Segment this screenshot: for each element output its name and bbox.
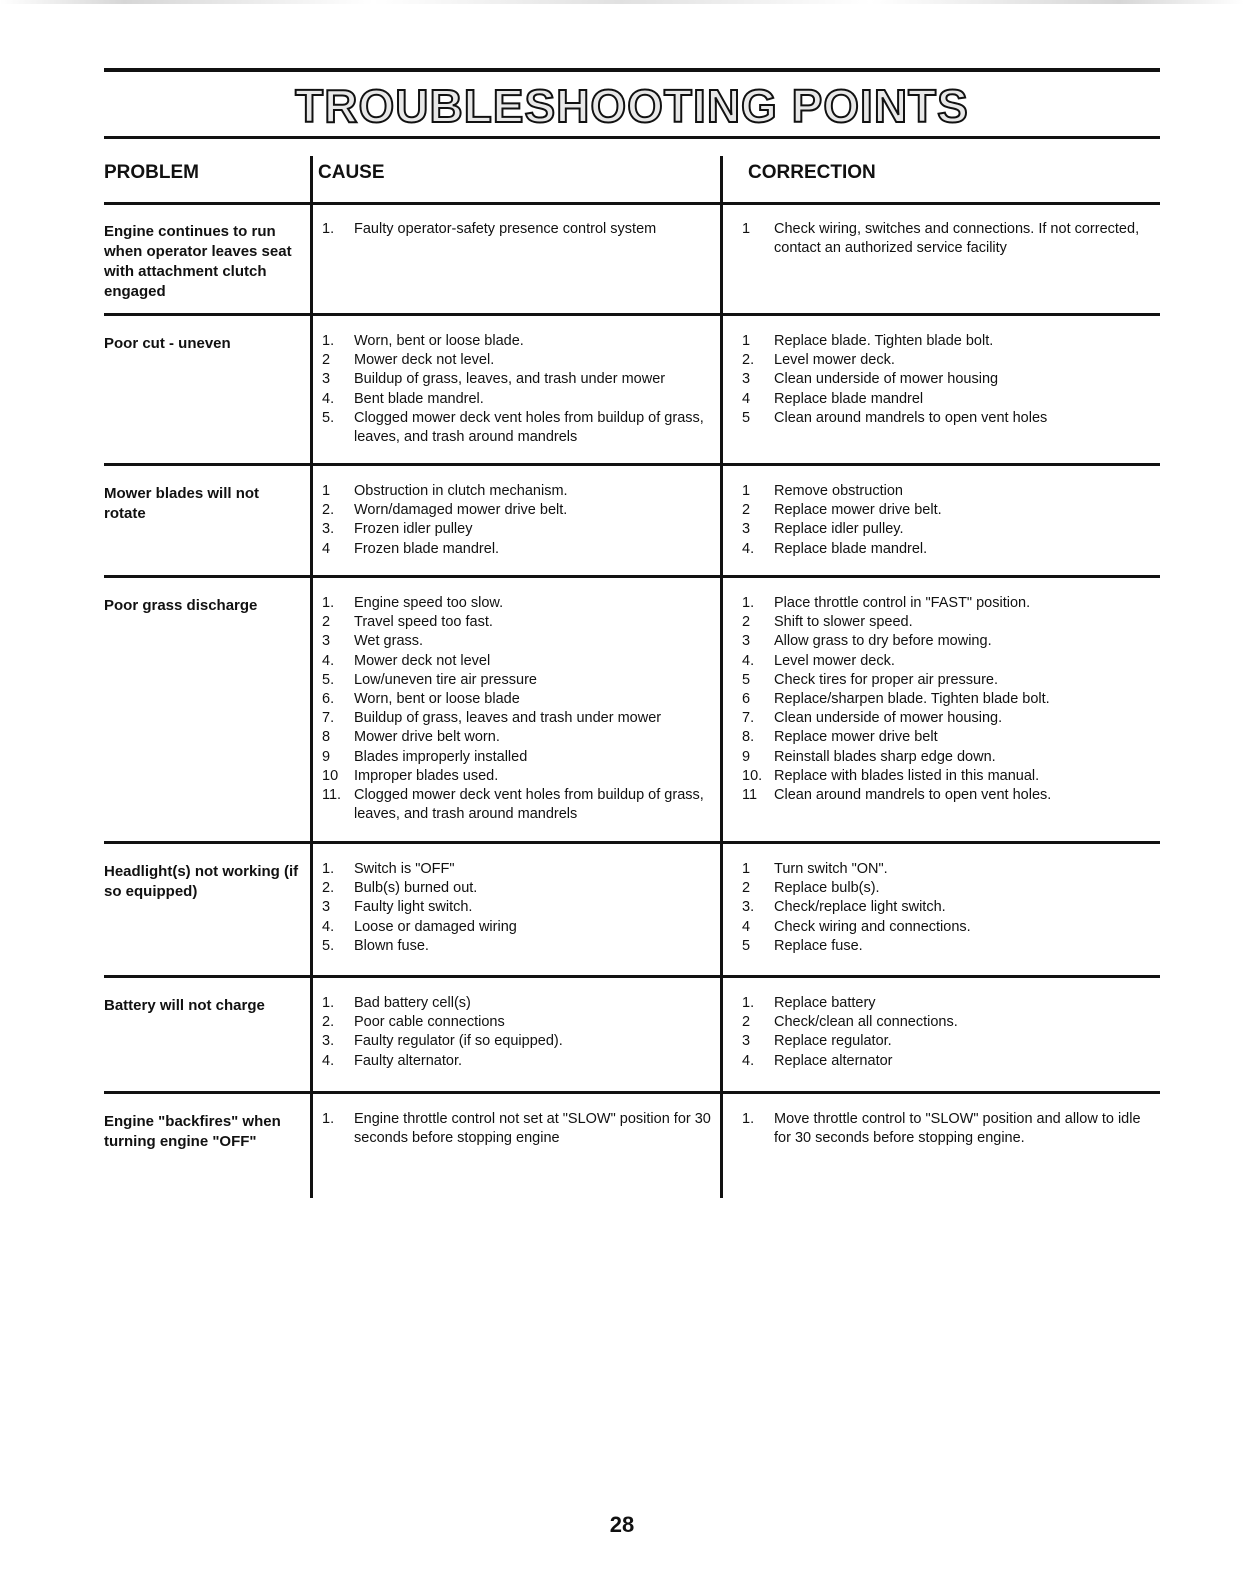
correction-list [742, 594, 1152, 805]
column-divider [720, 578, 723, 844]
item-text: Replace mower drive belt [774, 729, 938, 746]
list-item [742, 1013, 1152, 1032]
correction-list [742, 1110, 1152, 1148]
item-number: 2. [322, 502, 335, 519]
item-number: 1. [742, 1111, 755, 1127]
list-item [322, 370, 712, 389]
item-text: Engine speed too slow. [354, 595, 504, 611]
cause-list [322, 860, 712, 956]
item-number: 10 [322, 767, 339, 784]
item-number: 4. [322, 390, 335, 407]
item-number: 8 [322, 729, 331, 746]
list-item [742, 709, 1152, 728]
column-divider [720, 316, 723, 466]
column-divider [310, 578, 313, 844]
correction-list [742, 220, 1152, 258]
item-number: 2. [322, 880, 335, 897]
item-text: Bent blade mandrel. [354, 390, 484, 407]
list-item [742, 594, 1152, 613]
item-text: Replace mower drive belt. [774, 502, 942, 519]
item-number: 3 [742, 1033, 751, 1050]
item-text: Replace bulb(s). [774, 880, 880, 897]
item-text: Reinstall blades sharp edge down. [774, 748, 996, 765]
list-item [322, 351, 712, 370]
list-item [742, 220, 1152, 258]
item-text: Low/uneven tire air pressure [354, 671, 537, 688]
list-item [742, 671, 1152, 690]
item-number: 2 [322, 614, 331, 631]
item-number: 4 [742, 390, 751, 407]
header-cause: CAUSE [318, 162, 385, 183]
item-number: 3. [322, 521, 335, 538]
item-text: Buildup of grass, leaves, and trash under mower [354, 371, 666, 388]
item-number: 1. [322, 595, 335, 611]
item-text: Blown fuse. [354, 937, 429, 954]
item-number: 4. [742, 540, 755, 557]
list-item [742, 728, 1152, 747]
list-item [742, 390, 1152, 409]
correction-list [742, 994, 1152, 1071]
column-divider [720, 204, 723, 316]
column-divider [310, 316, 313, 466]
list-item [322, 671, 712, 690]
item-text: Shift to slower speed. [774, 614, 913, 631]
item-text: Replace battery [774, 995, 876, 1011]
list-item [322, 409, 712, 447]
list-item [322, 1110, 712, 1148]
table-row [104, 1094, 1160, 1198]
item-text: Poor cable connections [354, 1014, 505, 1031]
list-item [742, 937, 1152, 956]
table-row [104, 844, 1160, 978]
item-number: 3 [322, 371, 331, 388]
list-item [742, 520, 1152, 539]
item-number: 7. [322, 710, 335, 727]
list-item [742, 767, 1152, 786]
item-number: 5. [322, 937, 335, 954]
header-problem: PROBLEM [104, 162, 199, 183]
header-divider-left [310, 156, 313, 204]
item-text: Wet grass. [354, 633, 424, 650]
item-text: Replace blade mandrel [774, 390, 924, 407]
item-number: 3. [742, 899, 755, 916]
item-text: Frozen idler pulley [354, 521, 473, 538]
item-text: Switch is "OFF" [354, 861, 455, 877]
list-item [742, 690, 1152, 709]
item-text: Replace blade. Tighten blade bolt. [774, 333, 994, 349]
item-text: Mower deck not level. [354, 352, 495, 369]
item-text: Engine throttle control not set at "SLOW" position for 30 seconds before stopping engine [354, 1111, 711, 1147]
item-text: Mower deck not level [354, 652, 491, 669]
list-item [322, 898, 712, 917]
item-text: Replace fuse. [774, 937, 863, 954]
item-text: Replace with blades listed in this manual. [774, 767, 1040, 784]
item-number: 3 [322, 633, 331, 650]
item-text: Clogged mower deck vent holes from buildup of grass, leaves, and trash around mandrels [354, 787, 704, 823]
item-number: 6 [742, 691, 751, 708]
list-item [742, 994, 1152, 1013]
list-item [322, 918, 712, 937]
cause-list [322, 994, 712, 1071]
list-item [742, 332, 1152, 351]
header-divider-right [720, 156, 723, 204]
title-rule [104, 136, 1160, 139]
list-item [322, 390, 712, 409]
list-item [322, 652, 712, 671]
table-row [104, 466, 1160, 578]
item-number: 4 [742, 918, 751, 935]
list-item [322, 594, 712, 613]
column-divider [720, 1094, 723, 1198]
item-text: Faulty alternator. [354, 1052, 462, 1069]
item-number: 5. [322, 671, 335, 688]
list-item [742, 501, 1152, 520]
item-text: Move throttle control to "SLOW" position and allow to idle for 30 seconds before stopping engine. [774, 1111, 1141, 1147]
column-divider [310, 1094, 313, 1198]
item-text: Worn/damaged mower drive belt. [354, 502, 568, 519]
column-divider [720, 844, 723, 978]
item-number: 6. [322, 691, 335, 708]
column-divider [720, 978, 723, 1094]
item-text: Replace alternator [774, 1052, 893, 1069]
item-number: 1 [742, 221, 751, 237]
item-number: 1. [322, 1111, 335, 1127]
list-item [742, 482, 1152, 501]
item-text: Improper blades used. [354, 767, 499, 784]
page-number: 28 [609, 1512, 635, 1537]
header-correction: CORRECTION [748, 162, 876, 183]
item-number: 3 [742, 371, 751, 388]
item-number: 8. [742, 729, 755, 746]
item-text: Check/replace light switch. [774, 899, 946, 916]
column-divider [310, 844, 313, 978]
item-text: Bulb(s) burned out. [354, 880, 478, 897]
item-number: 5 [742, 409, 751, 426]
item-number: 1 [742, 483, 751, 499]
item-text: Frozen blade mandrel. [354, 540, 500, 557]
item-text: Check wiring and connections. [774, 918, 971, 935]
list-item [742, 1052, 1152, 1071]
item-number: 4. [322, 1052, 335, 1069]
item-text: Blades improperly installed [354, 748, 528, 765]
list-item [322, 937, 712, 956]
item-number: 4. [322, 652, 335, 669]
list-item [742, 351, 1152, 370]
item-number: 1. [742, 595, 755, 611]
column-divider [310, 204, 313, 316]
list-item [322, 860, 712, 879]
table-row [104, 316, 1160, 466]
list-item [322, 332, 712, 351]
list-item [742, 1110, 1152, 1148]
list-item [742, 1032, 1152, 1051]
list-item [322, 1013, 712, 1032]
item-number: 4 [322, 540, 331, 557]
problem-text: Poor grass discharge [104, 597, 258, 614]
item-number: 3 [742, 633, 751, 650]
cause-list [322, 482, 712, 559]
list-item [322, 690, 712, 709]
item-number: 7. [742, 710, 755, 727]
scan-artifact [0, 0, 1244, 4]
item-number: 11 [742, 787, 758, 804]
item-text: Turn switch "ON". [774, 861, 888, 877]
problem-text: Engine continues to run when operator leaves seat with attachment clutch engaged [104, 223, 292, 300]
item-text: Level mower deck. [774, 352, 895, 369]
list-item [742, 409, 1152, 428]
item-text: Loose or damaged wiring [354, 918, 517, 935]
list-item [322, 1052, 712, 1071]
list-item [322, 728, 712, 747]
item-text: Travel speed too fast. [354, 614, 493, 631]
list-item [322, 748, 712, 767]
item-number: 2. [322, 1014, 335, 1031]
cause-list [322, 220, 712, 239]
item-number: 1. [322, 995, 335, 1011]
list-item [742, 748, 1152, 767]
list-item [322, 540, 712, 559]
list-item [322, 501, 712, 520]
item-text: Clean around mandrels to open vent holes [774, 409, 1048, 426]
item-number: 4. [742, 1052, 755, 1069]
problem-text: Headlight(s) not working (if so equipped) [104, 863, 299, 900]
item-text: Clean underside of mower housing. [774, 710, 1003, 727]
item-number: 3. [322, 1033, 335, 1050]
problem-text: Poor cut - uneven [104, 335, 231, 352]
list-item [322, 879, 712, 898]
item-number: 2 [742, 502, 751, 519]
item-number: 9 [322, 748, 331, 765]
item-text: Replace blade mandrel. [774, 540, 928, 557]
item-text: Place throttle control in "FAST" position. [774, 595, 1031, 611]
item-text: Remove obstruction [774, 483, 903, 499]
item-text: Faulty light switch. [354, 899, 473, 916]
item-text: Mower drive belt worn. [354, 729, 500, 746]
page-title: TROUBLESHOOTING POINTS [295, 80, 969, 132]
item-number: 1. [322, 333, 335, 349]
problem-text: Engine "backfires" when turning engine "OFF" [104, 1113, 281, 1150]
item-number: 9 [742, 748, 751, 765]
item-text: Worn, bent or loose blade. [354, 333, 524, 349]
item-number: 5 [742, 671, 751, 688]
problem-text: Battery will not charge [104, 997, 265, 1014]
list-item [742, 370, 1152, 389]
item-text: Check/clean all connections. [774, 1014, 958, 1031]
item-number: 1 [322, 483, 331, 499]
list-item [742, 632, 1152, 651]
item-text: Check wiring, switches and connections. If not corrected, contact an authorized service facility [774, 221, 1140, 257]
item-number: 4. [742, 652, 755, 669]
list-item [742, 652, 1152, 671]
table-row [104, 204, 1160, 316]
list-item [322, 1032, 712, 1051]
table-row [104, 578, 1160, 844]
list-item [322, 709, 712, 728]
cause-list [322, 1110, 712, 1148]
item-text: Replace regulator. [774, 1033, 892, 1050]
item-text: Clogged mower deck vent holes from buildup of grass, leaves, and trash around mandrels [354, 409, 704, 446]
item-number: 1. [742, 995, 755, 1011]
item-number: 11. [322, 787, 342, 804]
item-text: Worn, bent or loose blade [354, 691, 520, 708]
item-text: Obstruction in clutch mechanism. [354, 483, 568, 499]
item-number: 2. [742, 352, 755, 369]
cause-list [322, 594, 712, 824]
list-item [322, 632, 712, 651]
list-item [322, 482, 712, 501]
correction-list [742, 332, 1152, 428]
item-number: 3 [322, 899, 331, 916]
item-text: Faulty operator-safety presence control system [354, 221, 657, 237]
list-item [322, 520, 712, 539]
item-number: 2 [742, 880, 751, 897]
item-number: 2 [742, 1014, 751, 1031]
list-item [322, 220, 712, 239]
item-text: Buildup of grass, leaves and trash under mower [354, 710, 662, 727]
item-text: Replace/sharpen blade. Tighten blade bolt. [774, 691, 1050, 708]
top-rule [104, 68, 1160, 72]
correction-list [742, 860, 1152, 956]
item-number: 1 [742, 861, 751, 877]
item-text: Clean around mandrels to open vent holes. [774, 787, 1052, 804]
list-item [742, 918, 1152, 937]
item-number: 2 [322, 352, 331, 369]
item-number: 1. [322, 861, 335, 877]
list-item [742, 786, 1152, 805]
column-divider [720, 466, 723, 578]
list-item [322, 613, 712, 632]
item-number: 5. [322, 409, 335, 426]
item-number: 2 [742, 614, 751, 631]
correction-list [742, 482, 1152, 559]
table-row [104, 978, 1160, 1094]
problem-text: Mower blades will not rotate [104, 485, 260, 522]
column-divider [310, 978, 313, 1094]
item-text: Clean underside of mower housing [774, 371, 999, 388]
item-number: 1. [322, 221, 335, 237]
column-divider [310, 466, 313, 578]
list-item [322, 994, 712, 1013]
item-text: Faulty regulator (if so equipped). [354, 1033, 563, 1050]
list-item [742, 613, 1152, 632]
cause-list [322, 332, 712, 447]
item-number: 5 [742, 937, 751, 954]
item-text: Bad battery cell(s) [354, 995, 471, 1011]
list-item [322, 786, 712, 824]
item-text: Level mower deck. [774, 652, 895, 669]
item-number: 10. [742, 767, 763, 784]
list-item [742, 879, 1152, 898]
list-item [742, 860, 1152, 879]
item-number: 3 [742, 521, 751, 538]
list-item [742, 898, 1152, 917]
item-number: 1 [742, 333, 751, 349]
item-text: Allow grass to dry before mowing. [774, 633, 992, 650]
item-number: 4. [322, 918, 335, 935]
list-item [742, 540, 1152, 559]
list-item [322, 767, 712, 786]
item-text: Check tires for proper air pressure. [774, 671, 999, 688]
item-text: Replace idler pulley. [774, 521, 904, 538]
